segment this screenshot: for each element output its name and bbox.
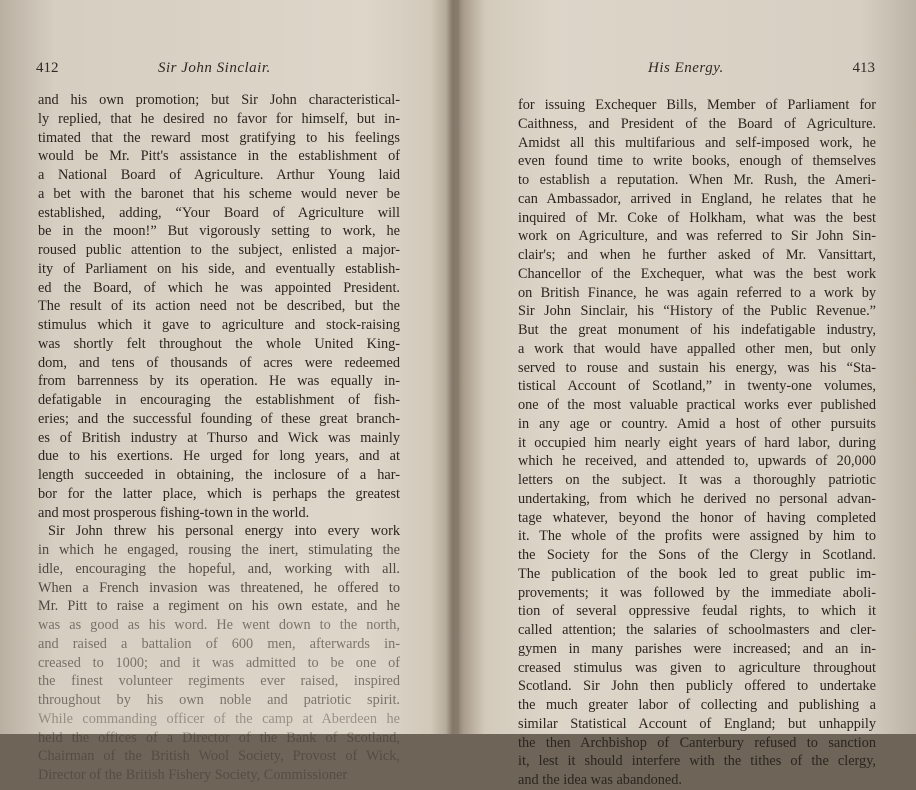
text-line: es of British industry at Thurso and Wick was mainly (38, 429, 400, 446)
text-line: and most prosperous fishing-town in the world. (38, 504, 310, 521)
text-line: can Ambassador, arrived in England, he relates that he (518, 190, 876, 207)
text-line: ly replied, that he desired no favor for himself, but in- (38, 110, 400, 127)
text-line: held the offices of a Director of the Bank of Scotland, (38, 729, 400, 746)
text-line: in which he engaged, rousing the inert, stimulating the (38, 542, 400, 558)
text-line: the finest volunteer regiments ever raised, inspired (38, 673, 400, 690)
text-line: was as good as his word. He went down to the north, (38, 617, 400, 633)
left-page-number: 412 (36, 60, 59, 76)
text-line: served to rouse and sustain his energy, was his “Sta- (518, 359, 876, 376)
text-line: Caithness, and President of the Board of Agriculture. (518, 115, 876, 132)
text-line: was shortly felt throughout the whole United King- (38, 335, 400, 352)
text-line: Director of the British Fishery Society, Commissioner (38, 767, 348, 783)
text-line: the then Archbishop of Canterbury refused to sanction (518, 734, 876, 751)
text-line: one of the most valuable practical works ever published (518, 397, 876, 413)
text-line: from barrenness by its operation. He was equally in- (38, 373, 400, 390)
text-line: tage whatever, beyond the honor of having completed (518, 509, 876, 526)
right-page-number: 413 (852, 60, 875, 76)
text-line: a National Board of Agriculture. Arthur Young laid (38, 167, 400, 183)
text-line: But the great monument of his indefatigable industry, (518, 322, 876, 338)
text-line: While commanding officer of the camp at Aberdeen he (38, 710, 400, 727)
text-line: eries; and the successful founding of these great branch- (38, 410, 400, 427)
book-gutter (446, 0, 460, 734)
text-line: and the idea was abandoned. (518, 772, 682, 788)
text-line: throughout by his own noble and patriotic spirit. (38, 692, 400, 708)
text-line: similar Statistical Account of England; but unhappily (518, 715, 876, 732)
text-line: a work that would have appalled other men, but only (518, 340, 876, 357)
text-line: timated that the reward most gratifying to his feelings (38, 129, 400, 146)
text-line: creased to 1000; and it was admitted to be one of (38, 654, 400, 671)
text-line: it. The whole of the profits were assigned by him to (518, 528, 876, 545)
text-line: Chancellor of the Exchequer, what was the best work (518, 265, 876, 282)
text-line: the much greater labor of collecting and publishing a (518, 697, 876, 713)
text-line: idle, encouraging the hopeful, and, working with all. (38, 560, 400, 577)
text-line: The result of its action need not be described, but the (38, 298, 400, 315)
text-line: tion of several oppressive feudal rights, to which it (518, 603, 876, 620)
text-line: work on Agriculture, and was referred to Sir John Sin- (518, 228, 876, 245)
text-line: gymen in many parishes were increased; and an in- (518, 640, 876, 657)
text-line: a bet with the baronet that his scheme would never be (38, 185, 400, 202)
text-line: bor for the latter place, which is perhaps the greatest (38, 485, 400, 502)
right-page (460, 0, 916, 788)
text-line: Sir John Sinclair, his “History of the Public Revenue.” (518, 303, 876, 320)
text-line: defatigable in encouraging the establishment of fish- (38, 392, 400, 408)
text-line: even found time to write books, enough of themselves (518, 153, 876, 170)
text-line: and raised a battalion of 600 men, afterwards in- (38, 635, 400, 652)
text-line: due to his exertions. He urged for long years, and at (38, 448, 400, 465)
text-line: for issuing Exchequer Bills, Member of Parliament for (518, 97, 876, 113)
text-line: Chairman of the British Wool Society, Provost of Wick, (38, 748, 400, 765)
text-line: called attention; the salaries of schoolmasters and cler- (518, 622, 876, 638)
text-line: the Society for the Sons of the Clergy in Scotland. (518, 547, 876, 563)
text-line: would be Mr. Pitt's assistance in the establishment of (38, 148, 400, 165)
text-line: Scotland. Sir John then publicly offered to undertake (518, 678, 876, 695)
left-running-head (30, 60, 420, 82)
text-line: inquired of Mr. Coke of Holkham, what was the best (518, 209, 876, 226)
left-running-title: Sir John Sinclair. (158, 60, 271, 76)
text-line: to establish a reputation. When Mr. Rush, the Ameri- (518, 172, 876, 188)
text-line: established, adding, “Your Board of Agriculture will (38, 204, 400, 221)
text-line: Amidst all this multifarious and self-imposed work, he (518, 134, 876, 151)
text-line: and his own promotion; but Sir John characteristical- (38, 92, 400, 108)
text-line: stimulus which it gave to agriculture and stock-raising (38, 317, 400, 333)
text-line: on British Finance, he was again referred to a work by (518, 284, 876, 301)
text-line: roused public attention to the subject, enlisted a major- (38, 242, 400, 258)
text-line: Sir John threw his personal energy into every work (48, 523, 400, 540)
right-running-title: His Energy. (648, 60, 724, 76)
text-line: provements; it was followed by the immediate aboli- (518, 584, 876, 601)
text-line: tistical Account of Scotland,” in twenty-one volumes, (518, 378, 876, 395)
text-line: When a French invasion was threatened, he offered to (38, 579, 400, 596)
text-line: in any age or country. Amid a host of other pursuits (518, 415, 876, 432)
text-line: ity of Parliament on his side, and eventually establish- (38, 260, 400, 277)
text-line: letters on the subject. It was a thoroughly patriotic (518, 472, 876, 488)
text-line: length succeeded in obtaining, the inclosure of a har- (38, 467, 400, 483)
text-line: clair's; and when he further asked of Mr. Vansittart, (518, 247, 876, 263)
text-line: which he received, and attended to, upwards of 20,000 (518, 453, 876, 470)
right-running-head (500, 60, 875, 82)
text-line: it, lest it should interfere with the tithes of the clergy, (518, 753, 876, 770)
text-line: The publication of the book led to great public im- (518, 565, 876, 582)
text-line: undertaking, from which he derived no personal advan- (518, 490, 876, 507)
text-line: dom, and tens of thousands of acres were redeemed (38, 354, 400, 371)
text-line: ed the Board, of which he was appointed President. (38, 279, 400, 296)
text-line: creased stimulus was given to agriculture throughout (518, 659, 876, 676)
right-page-text (518, 96, 876, 790)
text-line: be in the moon!” But vigorously setting to work, he (38, 223, 400, 240)
text-line: Mr. Pitt to raise a regiment on his own estate, and he (38, 598, 400, 615)
text-line: it occupied him nearly eight years of hard labor, during (518, 434, 876, 451)
left-page (0, 0, 446, 783)
left-page-text (38, 91, 400, 785)
